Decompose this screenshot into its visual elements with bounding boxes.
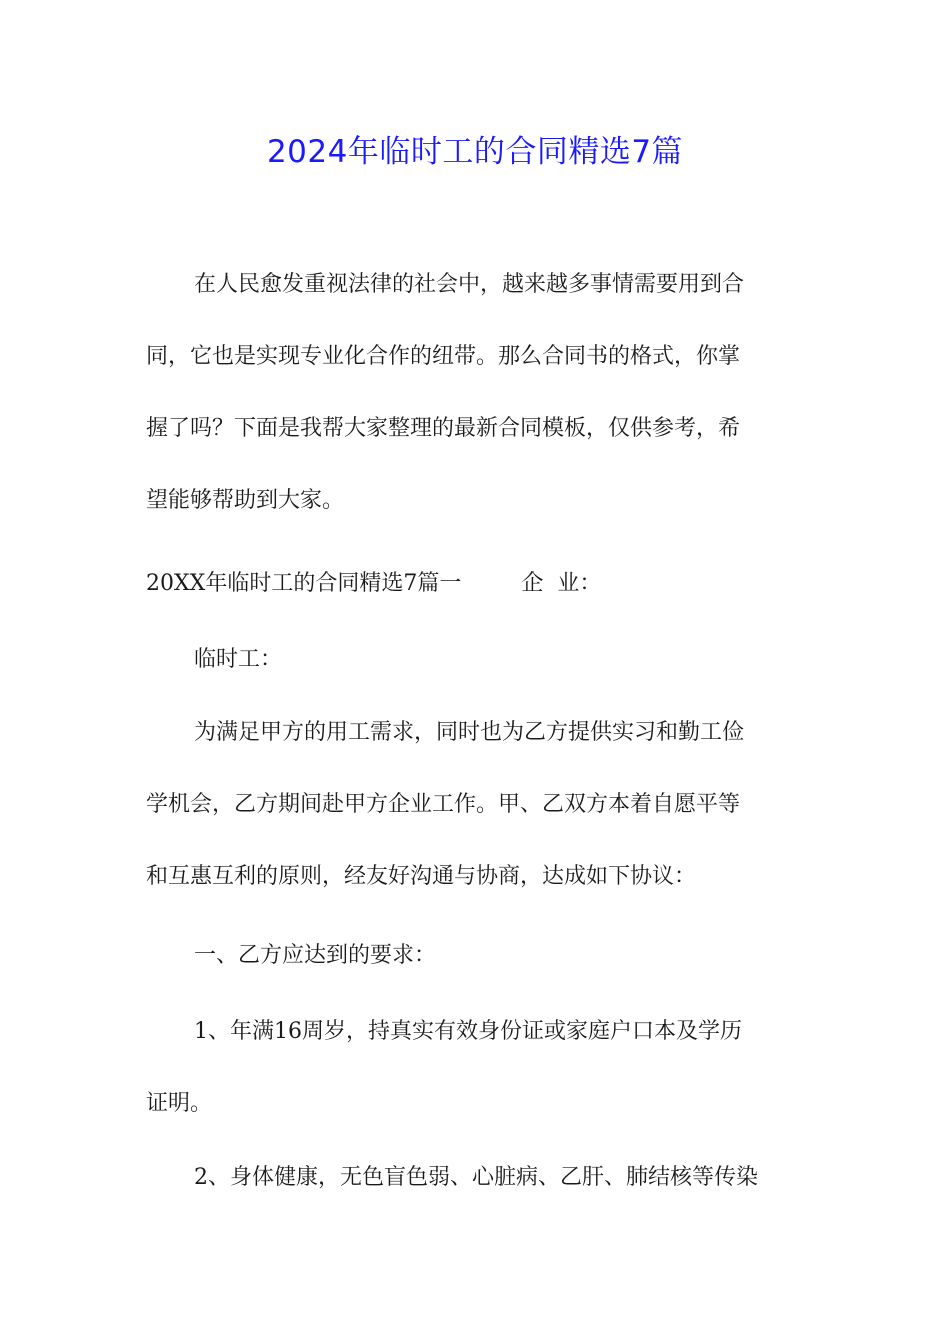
item-2-line-1: 2、身体健康，无色盲色弱、心脏病、乙肝、肺结核等传染 [194,1165,758,1190]
purpose-line-2: 学机会，乙方期间赴甲方企业工作。甲、乙双方本着自愿平等 [146,792,741,817]
clause-1-heading-row [146,920,806,992]
intro-line-3: 握了吗？下面是我帮大家整理的最新合同模板，仅供参考，希 [146,416,741,441]
item-2 [146,1142,806,1214]
intro-line-1: 在人民愈发重视法律的社会中，越来越多事情需要用到合 [194,272,745,297]
purpose-paragraph [146,697,806,913]
intro-line-2: 同，它也是实现专业化合作的纽带。那么合同书的格式，你掌 [146,344,741,369]
section-heading-row [146,548,806,620]
section-heading: 20XX年临时工的合同精选7篇一 [146,571,462,596]
item-1-line-2: 证明。 [146,1091,213,1116]
purpose-line-3: 和互惠互利的原则，经友好沟通与协商，达成如下协议： [146,864,697,889]
party-enterprise-label: 企 业： [521,571,602,596]
party-temp-worker-label: 临时工： [194,647,283,672]
clause-1-heading: 一、乙方应达到的要求： [194,943,437,968]
party-temp-worker-row [146,624,806,696]
document-title: 2024年临时工的合同精选7篇 [266,134,684,170]
intro-line-4: 望能够帮助到大家。 [146,488,345,513]
intro-paragraph [146,249,806,537]
item-1 [146,996,806,1140]
item-1-line-1: 1、年满16周岁，持真实有效身份证或家庭户口本及学历 [194,1019,742,1044]
purpose-line-1: 为满足甲方的用工需求，同时也为乙方提供实习和勤工俭 [194,720,745,745]
